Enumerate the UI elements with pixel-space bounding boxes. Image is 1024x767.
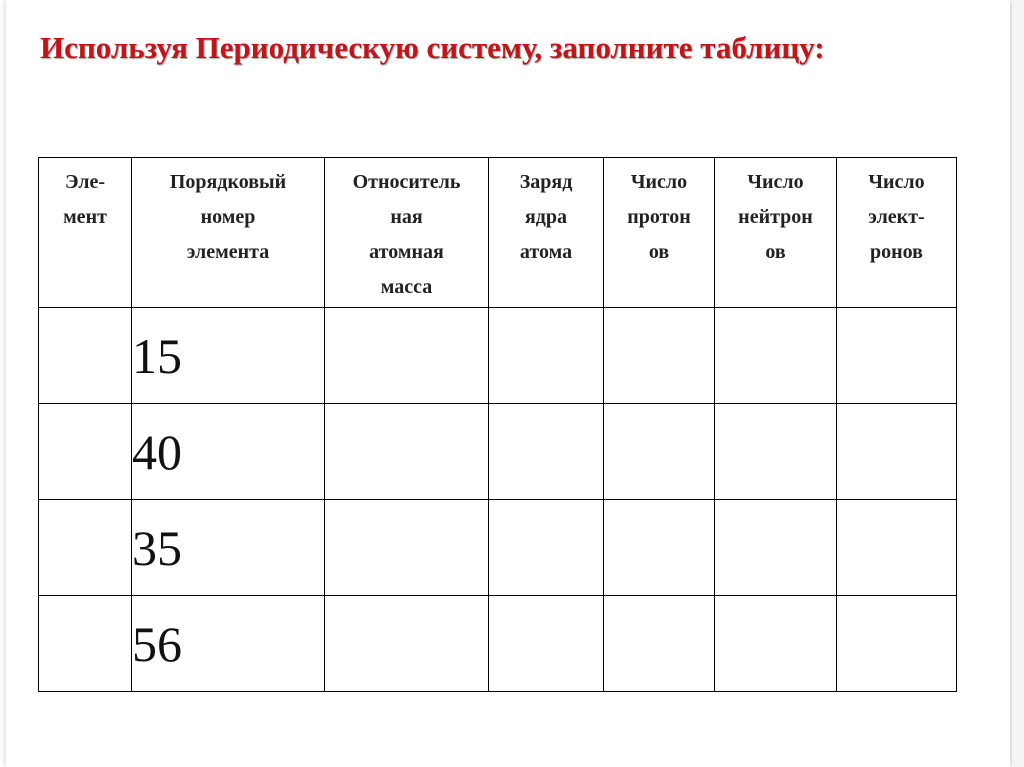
atomic-mass-cell [325, 500, 489, 596]
ordinal-number-cell: 35 [132, 500, 325, 596]
nuclear-charge-cell [489, 404, 604, 500]
neutrons-cell [715, 404, 837, 500]
ordinal-number-cell: 56 [132, 596, 325, 692]
header-line: ронов [870, 241, 923, 263]
header-line: нейтрон [738, 206, 813, 228]
header-relative-atomic-mass [325, 158, 489, 308]
header-line: Число [630, 171, 688, 193]
element-table [38, 157, 957, 692]
ordinal-number-cell: 40 [132, 404, 325, 500]
neutrons-cell [715, 500, 837, 596]
element-cell [39, 308, 132, 404]
header-line: номер [200, 206, 256, 228]
electrons-cell [837, 404, 957, 500]
atomic-mass-cell [325, 404, 489, 500]
header-row [39, 158, 957, 308]
header-line: Заряд [519, 171, 573, 193]
table-row [39, 308, 957, 404]
header-line: атома [519, 241, 573, 263]
header-line: масса [380, 276, 433, 298]
element-cell [39, 596, 132, 692]
neutrons-cell [715, 596, 837, 692]
atomic-mass-cell [325, 308, 489, 404]
header-electrons [837, 158, 957, 308]
header-nuclear-charge [489, 158, 604, 308]
header-line: элект- [868, 206, 925, 228]
table-row [39, 596, 957, 692]
slide-title: Используя Периодическую систему, заполните таблицу: [40, 30, 825, 65]
header-neutrons [715, 158, 837, 308]
header-element [39, 158, 132, 308]
header-line: Число [868, 171, 925, 193]
header-line: элемента [186, 241, 270, 263]
nuclear-charge-cell [489, 308, 604, 404]
header-line: мент [63, 206, 107, 228]
protons-cell [604, 404, 715, 500]
table-row [39, 404, 957, 500]
header-line: Число [747, 171, 804, 193]
header-line: ов [765, 241, 786, 263]
atomic-mass-cell [325, 596, 489, 692]
electrons-cell [837, 500, 957, 596]
header-protons [604, 158, 715, 308]
element-cell [39, 404, 132, 500]
slide-edge [1012, 0, 1024, 767]
table-row [39, 500, 957, 596]
header-ordinal-number [132, 158, 325, 308]
nuclear-charge-cell [489, 500, 604, 596]
header-line: ов [648, 241, 670, 263]
header-line: Порядковый [169, 171, 287, 193]
protons-cell [604, 500, 715, 596]
protons-cell [604, 308, 715, 404]
header-line: протон [627, 206, 691, 228]
element-cell [39, 500, 132, 596]
header-line: Эле- [64, 171, 106, 193]
header-line: ядра [524, 206, 568, 228]
ordinal-number-cell: 15 [132, 308, 325, 404]
protons-cell [604, 596, 715, 692]
electrons-cell [837, 308, 957, 404]
nuclear-charge-cell [489, 596, 604, 692]
header-line: атомная [369, 241, 444, 263]
electrons-cell [837, 596, 957, 692]
header-line: ная [390, 206, 423, 228]
neutrons-cell [715, 308, 837, 404]
header-line: Относитель [352, 171, 461, 193]
